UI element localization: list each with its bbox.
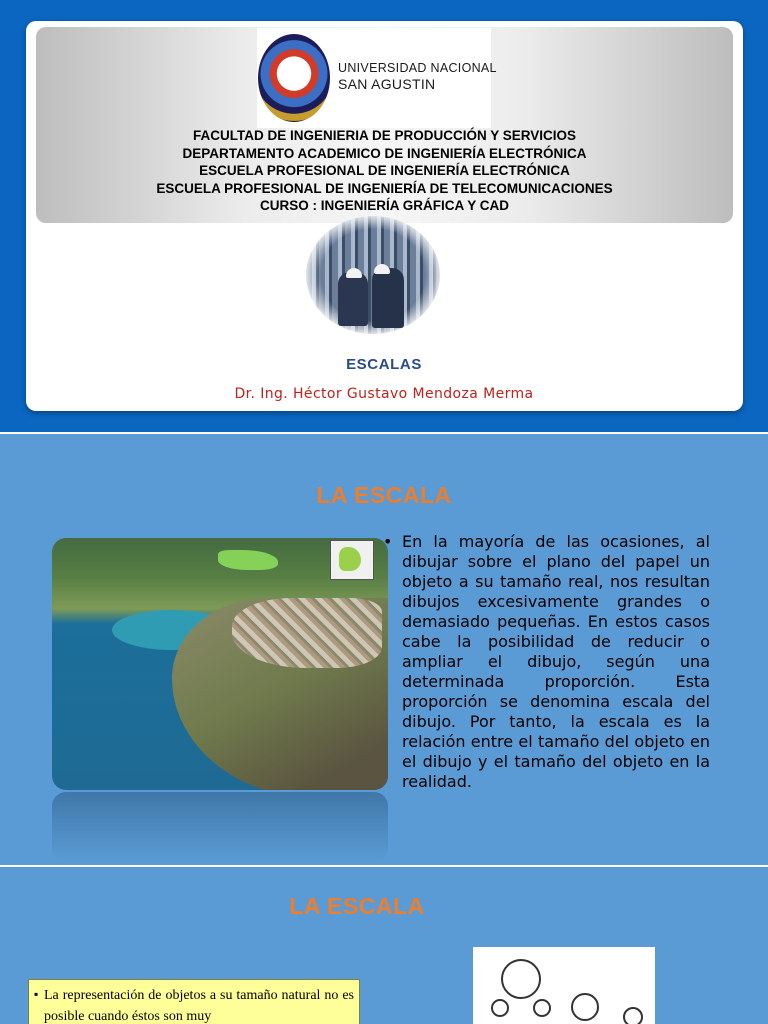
photo-reflection bbox=[52, 792, 388, 862]
engineer-figure bbox=[338, 272, 368, 326]
slide-2 bbox=[0, 434, 768, 865]
university-name-line-1: UNIVERSIDAD NACIONAL bbox=[338, 61, 497, 75]
slide-1 bbox=[0, 0, 768, 432]
hard-hat-icon bbox=[346, 268, 362, 278]
engineer-figure bbox=[372, 268, 404, 328]
note-body: La representación de objetos a su tamaño natural no es posible cuando éstos son muy bbox=[44, 988, 354, 1024]
faculty-header bbox=[36, 127, 733, 215]
header-line-school-telecom: ESCUELA PROFESIONAL DE INGENIERÍA DE TELECOMUNICACIONES bbox=[156, 180, 613, 196]
village bbox=[232, 598, 382, 668]
wheel-icon bbox=[533, 999, 551, 1017]
header-line-faculty: FACULTAD DE INGENIERIA DE PRODUCCIÓN Y SERVICIOS bbox=[192, 128, 577, 143]
square-bullet-icon: ▪ bbox=[34, 987, 39, 1001]
scooter-large-icon bbox=[501, 959, 541, 999]
slide-3-title: LA ESCALA bbox=[289, 893, 425, 919]
header-line-school-electronics: ESCUELA PROFESIONAL DE INGENIERÍA ELECTRÓNICA bbox=[199, 163, 570, 179]
slide-2-title: LA ESCALA bbox=[316, 482, 452, 508]
university-name-line-2: SAN AGUSTIN bbox=[338, 76, 436, 92]
wheel-icon bbox=[491, 999, 509, 1017]
presentation-title: ESCALAS bbox=[346, 356, 422, 373]
scooter-medium-icon bbox=[571, 993, 599, 1021]
scooter-small-icon bbox=[623, 1007, 643, 1024]
scooters-illustration bbox=[473, 947, 655, 1024]
university-seal-icon bbox=[258, 34, 330, 122]
hard-hat-icon bbox=[374, 264, 390, 274]
header-line-department: DEPARTAMENTO ACADEMICO DE INGENIERÍA ELECTRÓNICA bbox=[182, 145, 587, 161]
university-name bbox=[338, 60, 497, 92]
scale-definition-text bbox=[383, 532, 710, 792]
inset-map-icon bbox=[330, 540, 374, 580]
scale-definition-body: En la mayoría de las ocasiones, al dibujar sobre el plano del papel un objeto a su tamaño real, nos resultan dibujos excesivamente grandes o demasiado pequeñas. En estos casos cabe la posibilidad de reducir o ampliar el dibujo, según una determinada proporción. Esta proporción se denomina escala del dibujo. Por tanto, la escala es la relación entre el tamaño del objeto en el dibujo y el tamaño del objeto en la realidad. bbox=[402, 532, 710, 791]
slide-3 bbox=[0, 867, 768, 1024]
highlight-mark bbox=[218, 550, 278, 570]
author-name: Dr. Ing. Héctor Gustavo Mendoza Merma bbox=[234, 386, 534, 402]
bullet-icon: • bbox=[383, 532, 393, 551]
header-line-course: CURSO : INGENIERÍA GRÁFICA Y CAD bbox=[259, 198, 510, 214]
note-text bbox=[34, 985, 354, 1024]
coastline-aerial-photo bbox=[52, 538, 388, 790]
